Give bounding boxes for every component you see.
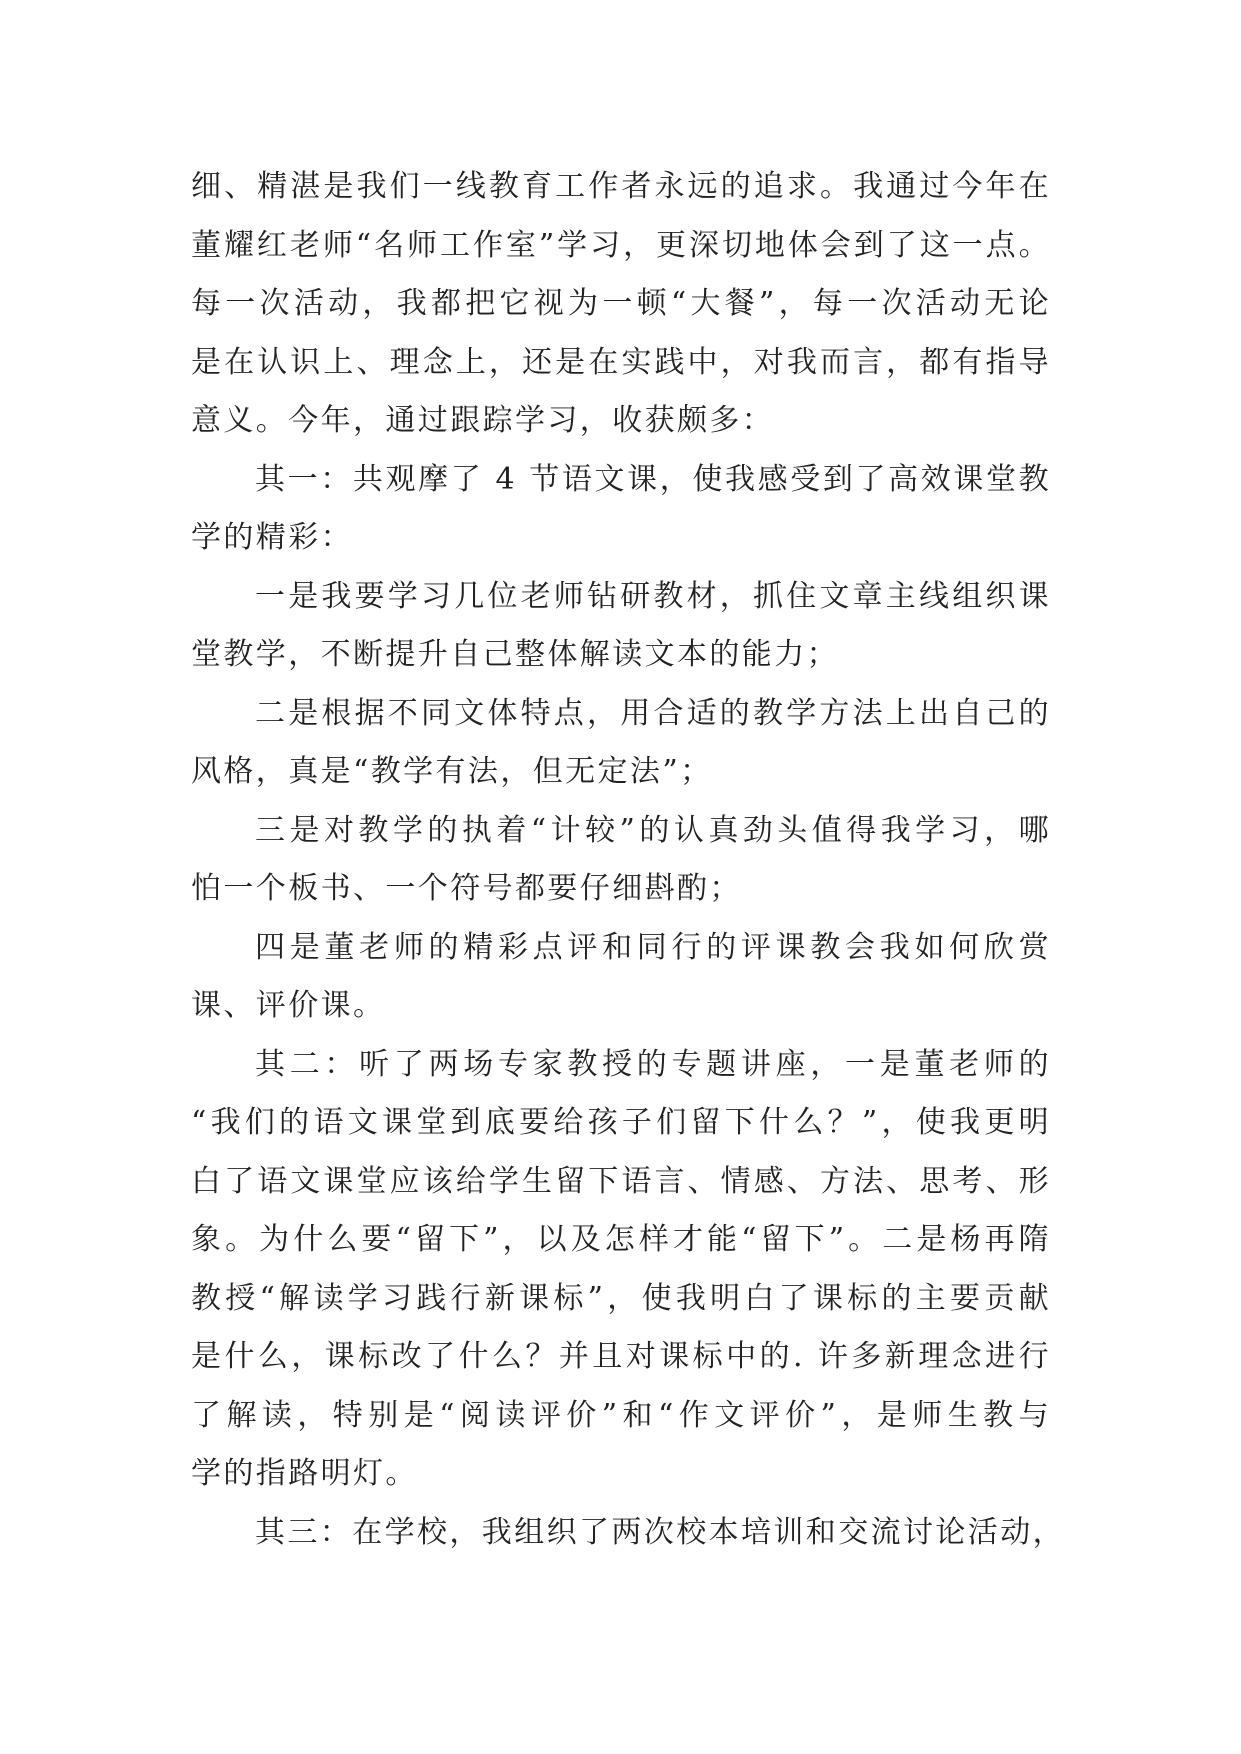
body-line-17: “我们的语文课堂到底要给孩子们留下什么？”，使我更明: [191, 1105, 1051, 1140]
body-line-7: 学的精彩：: [191, 520, 353, 555]
body-line-15: 课、评价课。: [191, 988, 386, 1023]
body-line-18: 白了语文课堂应该给学生留下语言、情感、方法、思考、形: [191, 1163, 1051, 1199]
body-line-22: 了解读，特别是“阅读评价”和“作文评价”，是师生教与: [191, 1397, 1051, 1433]
body-line-1: 细、精湛是我们一线教育工作者永远的追求。我通过今年在: [191, 169, 1051, 204]
body-line-2: 董耀红老师“名师工作室”学习，更深切地体会到了这一点。: [191, 227, 1051, 263]
body-line-6: 其一：共观摩了 4 节语文课，使我感受到了高效课堂教: [255, 461, 1051, 497]
body-line-9: 堂教学，不断提升自己整体解读文本的能力；: [191, 637, 839, 672]
body-line-8: 一是我要学习几位老师钻研教材，抓住文章主线组织课: [255, 578, 1051, 614]
body-line-5: 意义。今年，通过跟踪学习，收获颇多：: [191, 403, 775, 438]
body-line-12: 三是对教学的执着“计较”的认真劲头值得我学习，哪: [255, 812, 1051, 848]
body-line-3: 每一次活动，我都把它视为一顿“大餐”，每一次活动无论: [191, 286, 1051, 321]
body-line-13: 怕一个板书、一个符号都要仔细斟酌；: [191, 871, 742, 906]
document-body: [191, 158, 1065, 1562]
body-line-11: 风格，真是“教学有法，但无定法”；: [191, 754, 713, 789]
body-line-23: 学的指路明灯。: [191, 1456, 418, 1491]
body-line-16: 其二：听了两场专家教授的专题讲座，一是董老师的: [255, 1046, 1051, 1082]
body-line-20: 教授“解读学习践行新课标”，使我明白了课标的主要贡献: [191, 1280, 1051, 1316]
body-line-24: 其三：在学校，我组织了两次校本培训和交流讨论活动，: [255, 1514, 1065, 1550]
body-line-19: 象。为什么要“留下”，以及怎样才能“留下”。二是杨再隋: [191, 1222, 1051, 1257]
body-line-21: 是什么，课标改了什么？并且对课标中的. 许多新理念进行: [191, 1339, 1051, 1374]
body-line-10: 二是根据不同文体特点，用合适的教学方法上出自己的: [255, 695, 1051, 731]
body-line-14: 四是董老师的精彩点评和同行的评课教会我如何欣赏: [255, 929, 1051, 965]
body-line-4: 是在认识上、理念上，还是在实践中，对我而言，都有指导: [191, 344, 1051, 380]
